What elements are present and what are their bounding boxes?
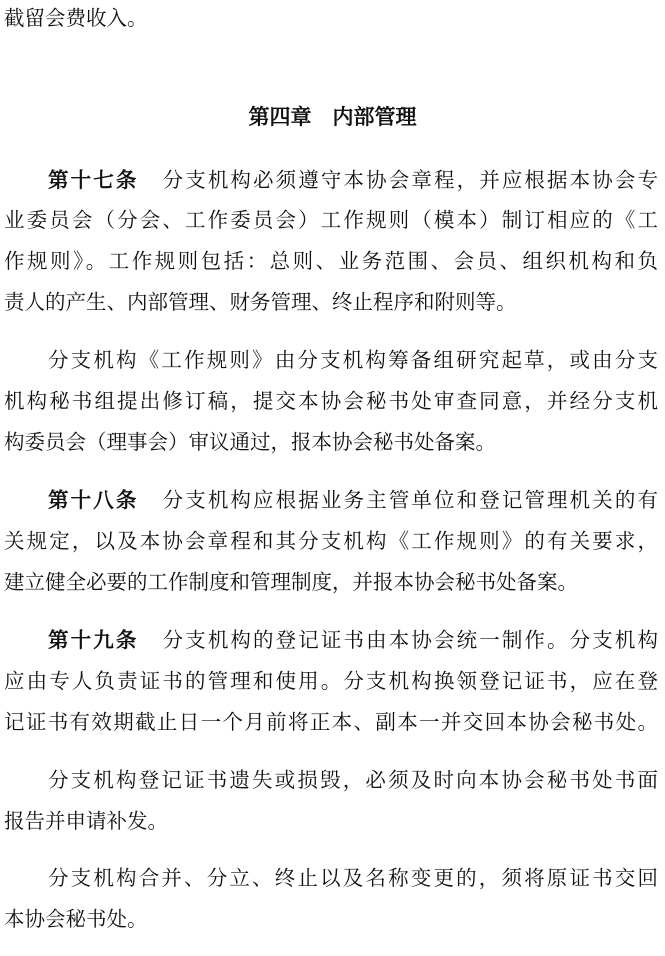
article-17-para2-line-2: 机构秘书组提出修订稿，提交本协会秘书处审查同意，并经分支机	[4, 389, 658, 413]
chapter-heading: 第四章 内部管理	[248, 105, 417, 129]
article-17-para2-line-1: 分支机构《工作规则》由分支机构筹备组研究起草，或由分支	[48, 348, 658, 372]
article-19-first-line	[48, 624, 658, 656]
article-17-line-2: 业委员会（分会、工作委员会）工作规则（模本）制订相应的《工	[4, 208, 658, 232]
article-18-line-3: 建立健全必要的工作制度和管理制度，并报本协会秘书处备案。	[4, 570, 578, 594]
article-17-first-line	[48, 164, 658, 196]
article-19-line-3: 记证书有效期截止日一个月前将正本、副本一并交回本协会秘书处。	[4, 710, 658, 734]
article-17-label: 第十七条	[48, 168, 139, 192]
carryover-line: 截留会费收入。	[4, 6, 148, 30]
article-19-para3-line-2: 本协会秘书处。	[4, 907, 148, 931]
article-19-para2-line-2: 报告并申请补发。	[4, 809, 168, 833]
article-19-line-2: 应由专人负责证书的管理和使用。分支机构换领登记证书，应在登	[4, 669, 658, 693]
article-17-line-4: 责人的产生、内部管理、财务管理、终止程序和附则等。	[4, 290, 517, 314]
article-17-para2-line-3: 构委员会（理事会）审议通过，报本协会秘书处备案。	[4, 430, 496, 454]
article-19-line-1-text: 分支机构的登记证书由本协会统一制作。分支机构	[160, 628, 659, 652]
article-19-para2-line-1: 分支机构登记证书遗失或损毁，必须及时向本协会秘书处书面	[48, 768, 658, 792]
article-17-line-1-text: 分支机构必须遵守本协会章程，并应根据本协会专	[160, 168, 659, 192]
article-17-line-3: 作规则》。工作规则包括：总则、业务范围、会员、组织机构和负	[4, 249, 658, 273]
article-18-line-1-text: 分支机构应根据业务主管单位和登记管理机关的有	[160, 488, 659, 512]
article-19-label: 第十九条	[48, 628, 139, 652]
article-18-label: 第十八条	[48, 488, 139, 512]
article-18-line-2: 关规定，以及本协会章程和其分支机构《工作规则》的有关要求，	[4, 529, 658, 553]
article-18-first-line	[48, 484, 658, 516]
article-19-para3-line-1: 分支机构合并、分立、终止以及名称变更的，须将原证书交回	[48, 866, 658, 890]
